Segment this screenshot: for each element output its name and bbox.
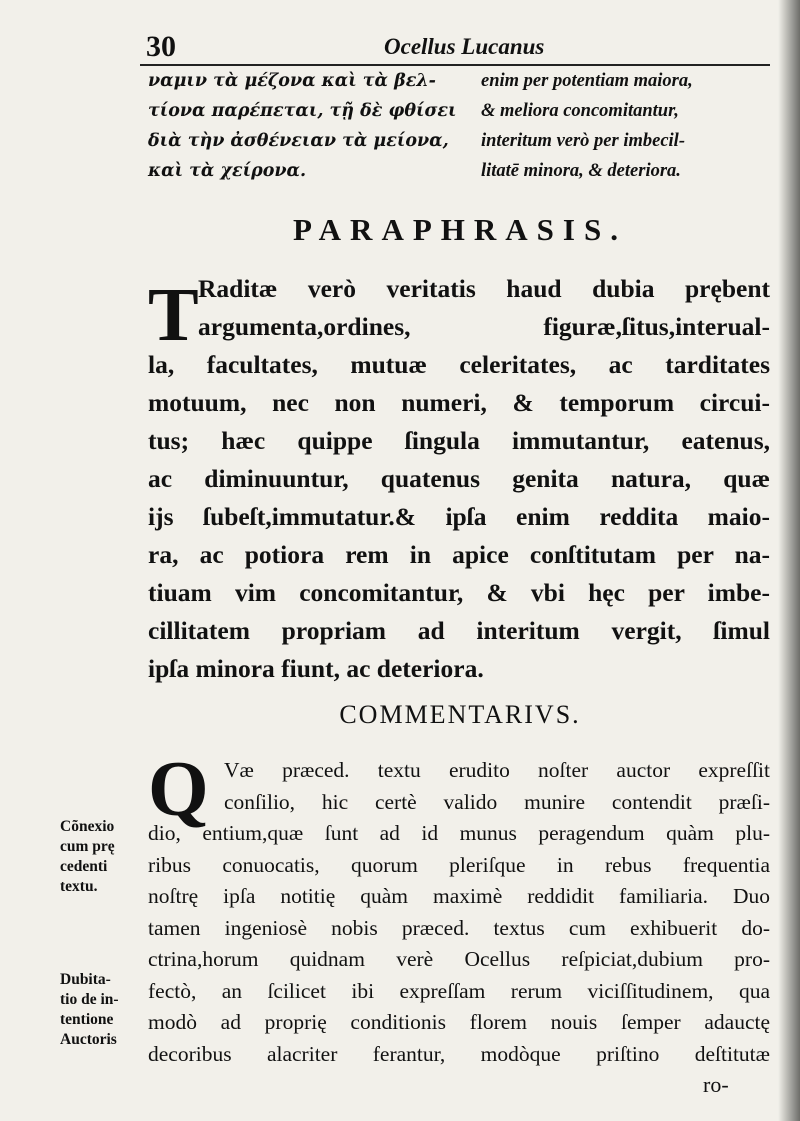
catchword: ro-: [703, 1072, 729, 1097]
margin-note-line: Cõnexio: [60, 818, 115, 835]
paraphrasis-line: tiuam vim concomitantur, & vbi hęc per imbe-: [148, 578, 770, 607]
commentarius-line: ctrina,horum quidnam verè Ocellus reſpiciat,dubium pro-: [148, 947, 770, 971]
paraphrasis-line: ijs ſubeſt,immutatur.& ipſa enim reddita maio-: [148, 502, 770, 531]
margin-note-line: tio de in-: [60, 991, 119, 1008]
greek-line: τίονα παρέπεται, τῇ δὲ φθίσει: [148, 101, 457, 121]
commentarius-line: fectò, an ſcilicet ibi expreſſam rerum viciſſitudinem, qua: [148, 978, 770, 1003]
commentarius-line: tamen ingeniosè nobis præced. textus cum exhibuerit do-: [148, 915, 770, 940]
commentarius-line: decoribus alacriter ferantur, modòque priſtino deſtitutæ: [148, 1041, 770, 1066]
commentarius-heading: COMMENTARIVS.: [339, 700, 581, 729]
greek-line: διὰ τὴν ἀσθένειαν τὰ μείονα,: [148, 131, 449, 151]
paraphrasis-line: la, facultates, mutuæ celeritates, ac tarditates: [148, 350, 770, 379]
margin-note-line: cum prę: [60, 838, 115, 855]
page-number: 30: [146, 30, 176, 63]
paraphrasis-line: argumenta,ordines, figuræ,ſitus,interual-: [198, 312, 770, 341]
latin-line: litatē minora, & deteriora.: [481, 161, 681, 181]
running-head: Ocellus Lucanus: [384, 34, 545, 59]
latin-line: & meliora concomitantur,: [481, 101, 679, 121]
commentarius-body: [148, 755, 770, 1070]
margin-note-line: textu.: [60, 878, 98, 895]
paraphrasis-line: ra, ac potiora rem in apice conſtitutam per na-: [148, 540, 770, 569]
margin-note-line: cedenti: [60, 858, 108, 875]
paraphrasis-heading: PARAPHRASIS.: [293, 212, 627, 247]
latin-line: interitum verò per imbecil-: [481, 131, 685, 151]
paraphrasis-dropcap: T: [148, 273, 199, 357]
commentarius-line: noſtrę ipſa notitię quàm maximè reddidit familiaria. Duo: [148, 884, 770, 908]
paraphrasis-line: ac diminuuntur, quatenus genita natura, quæ: [148, 464, 770, 493]
paraphrasis-line: cillitatem propriam ad interitum vergit, ſimul: [148, 616, 770, 645]
commentarius-line: conſilio, hic certè valido munire contendit præſi-: [224, 789, 770, 814]
latin-line: enim per potentiam maiora,: [481, 71, 693, 91]
greek-text-column: [148, 66, 473, 186]
greek-line: καὶ τὰ χείρονα.: [148, 161, 307, 181]
greek-line: ναμιν τὰ μέζονα καὶ τὰ βελ-: [148, 71, 436, 91]
commentarius-dropcap: Q: [148, 745, 209, 832]
commentarius-line: ribus conuocatis, quorum pleriſque in rebus frequentia: [148, 852, 770, 877]
margin-note-line: Dubita-: [60, 971, 111, 988]
paraphrasis-body: [148, 270, 770, 688]
paraphrasis-line: tus; hæc quippe ſingula immutantur, eatenus,: [148, 426, 770, 455]
paraphrasis-line: motuum, nec non numeri, & temporum circui-: [148, 388, 770, 417]
margin-note-line: tentione: [60, 1011, 114, 1028]
commentarius-line: modò ad proprię conditionis florem nouis ſemper adauctę: [148, 1010, 770, 1034]
margin-note-dubitatio: [60, 970, 144, 1050]
paraphrasis-line: ipſa minora fiunt, ac deteriora.: [148, 654, 484, 683]
margin-note-connexio: [60, 817, 144, 897]
margin-note-line: Auctoris: [60, 1031, 117, 1048]
commentarius-line: Væ præced. textu erudito noſter auctor expreſſit: [224, 758, 770, 782]
paraphrasis-line: Raditæ verò veritatis haud dubia prębent: [198, 274, 770, 303]
binding-gutter-shadow: [778, 0, 800, 1121]
commentarius-line: dio, entium,quæ ſunt ad id munus peragendum quàm plu-: [148, 821, 770, 845]
latin-translation-column: [481, 66, 771, 186]
